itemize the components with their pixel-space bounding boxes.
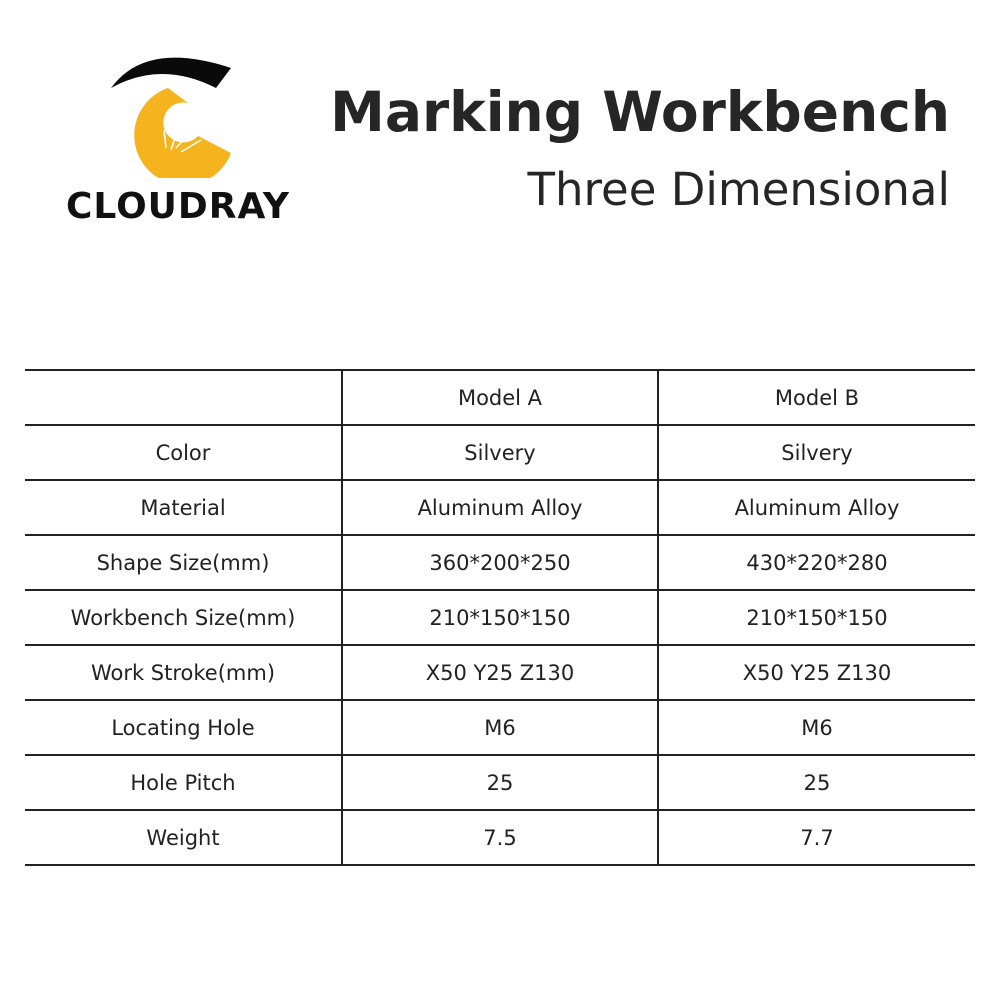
page-title: Marking Workbench <box>330 80 950 144</box>
table-cell: 210*150*150 <box>658 590 975 645</box>
table-cell: Silvery <box>658 425 975 480</box>
row-label: Locating Hole <box>25 700 342 755</box>
table-cell: M6 <box>658 700 975 755</box>
row-label: Workbench Size(mm) <box>25 590 342 645</box>
table-row <box>25 700 975 755</box>
table-cell: 360*200*250 <box>342 535 658 590</box>
table-cell: 430*220*280 <box>658 535 975 590</box>
table-cell: 7.5 <box>342 810 658 865</box>
column-header: Model B <box>658 370 975 425</box>
table-row <box>25 535 975 590</box>
table-cell: Aluminum Alloy <box>658 480 975 535</box>
table-cell: Silvery <box>342 425 658 480</box>
logo-mark-icon <box>106 48 256 178</box>
row-label: Weight <box>25 810 342 865</box>
table-row <box>25 425 975 480</box>
table-cell: 25 <box>342 755 658 810</box>
column-header: Model A <box>342 370 658 425</box>
row-label: Hole Pitch <box>25 755 342 810</box>
table-cell: 7.7 <box>658 810 975 865</box>
cloudray-logo <box>48 48 308 233</box>
table-row <box>25 645 975 700</box>
table-cell: 25 <box>658 755 975 810</box>
page-subtitle: Three Dimensional <box>527 163 950 216</box>
table-row <box>25 590 975 645</box>
row-label: Shape Size(mm) <box>25 535 342 590</box>
column-header <box>25 370 342 425</box>
table-cell: M6 <box>342 700 658 755</box>
table-cell: Aluminum Alloy <box>342 480 658 535</box>
table-header-row <box>25 370 975 425</box>
table-row <box>25 755 975 810</box>
table-cell: X50 Y25 Z130 <box>342 645 658 700</box>
table-row <box>25 810 975 865</box>
brand-name: CLOUDRAY <box>66 186 290 227</box>
table-cell: X50 Y25 Z130 <box>658 645 975 700</box>
row-label: Color <box>25 425 342 480</box>
row-label: Material <box>25 480 342 535</box>
row-label: Work Stroke(mm) <box>25 645 342 700</box>
table-cell: 210*150*150 <box>342 590 658 645</box>
table-row <box>25 480 975 535</box>
spec-table <box>25 369 975 866</box>
